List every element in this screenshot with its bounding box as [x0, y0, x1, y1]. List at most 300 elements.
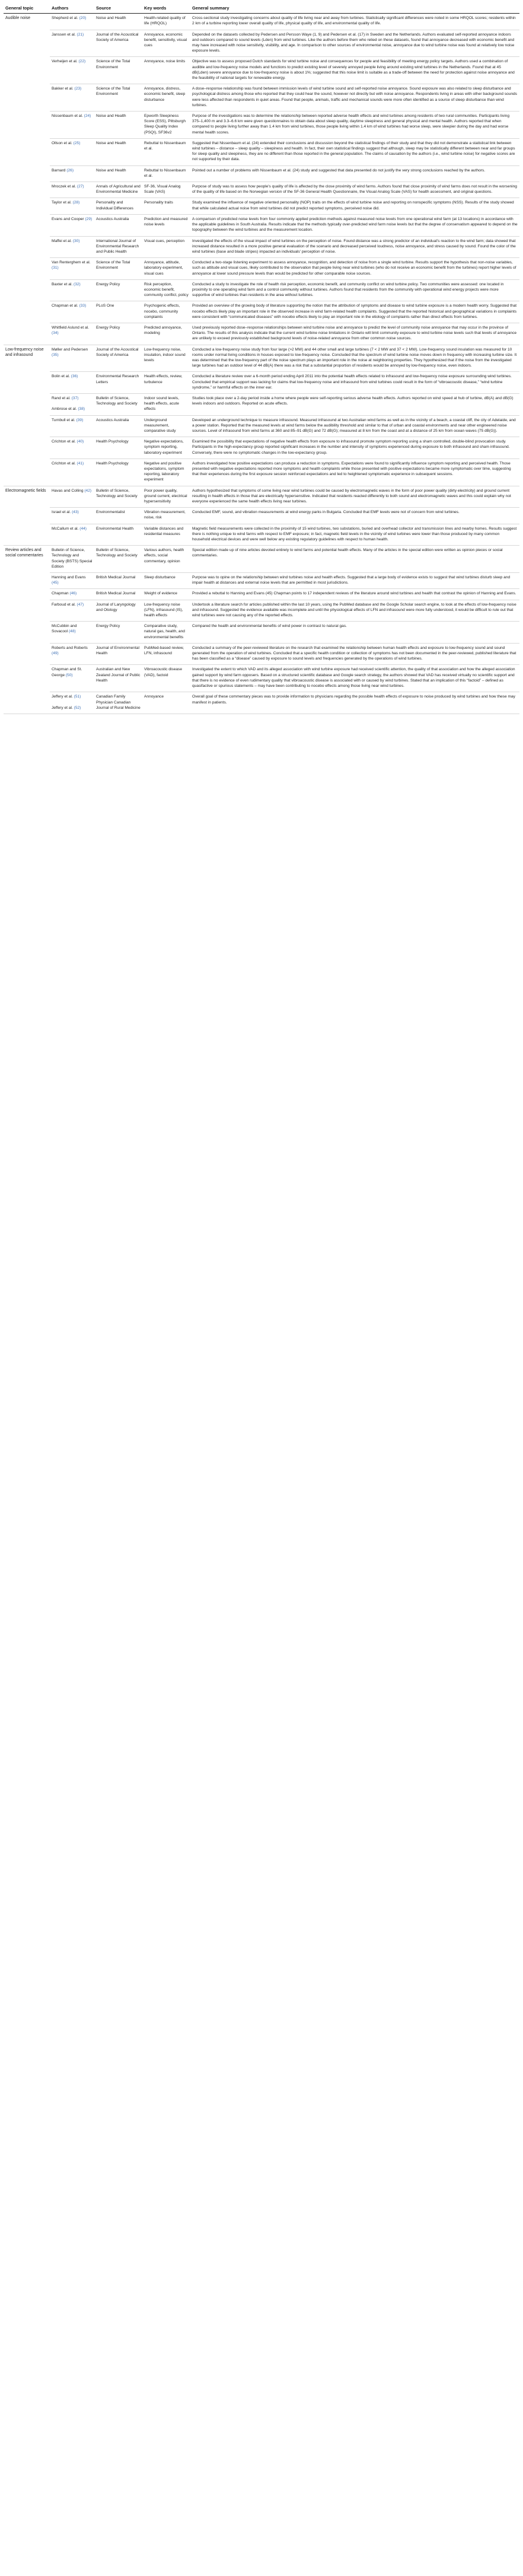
author-name: Mroczek et al. — [52, 184, 76, 189]
authors-cell — [50, 458, 94, 486]
general-topic-cell — [4, 198, 50, 214]
general-summary-cell: Conducted a two-stage listening experiment to assess annoyance, recognition, and detection of noise from a single wind turbine. Results support the hypothesis that non-noise variables, such as attitude and visual cues, likely contributed to the observation that people living near wind turbines (who do not receive an economic benefit from the turbines) report higher levels of annoyance at lower sound pressure levels than would be predicted for other comparable noise sources. — [190, 258, 519, 280]
general-topic-cell — [4, 323, 50, 345]
table-row — [4, 372, 519, 394]
reference-link[interactable]: (26) — [66, 168, 74, 173]
source-cell: Canadian Family Physician Canadian Journal of Rural Medicine — [94, 692, 142, 714]
key-words-cell: Comparative study, natural gas, health, and environmental benefits — [142, 622, 190, 644]
header-key-words: Key words — [142, 2, 190, 14]
author-entry — [52, 216, 93, 222]
reference-link[interactable]: (49) — [52, 651, 59, 656]
source-cell: Energy Policy — [94, 323, 142, 345]
source-cell: Energy Policy — [94, 279, 142, 301]
source-cell: Environmentalist — [94, 508, 142, 524]
general-summary-cell: Suggested that Nissenbaum et al. (24) extended their conclusions and discussion beyond the statistical findings of their study and that they did not demonstrate a statistical link between wind turbines – distance – sleep quality – sleepiness and health. In fact, their own statistical findings suggest that although, sleep may be statistically different between near and far groups for sleep quality and sleepiness, they are no different than those reported in the general population. The claims of causation by the authors (i.e., wind turbine noise) for negative scores are not supported by their data. — [190, 138, 519, 165]
authors-cell — [50, 692, 94, 714]
author-entry — [52, 168, 93, 173]
author-entry — [52, 347, 93, 358]
author-name: Evans and Cooper — [52, 216, 84, 221]
authors-cell — [50, 165, 94, 182]
key-words-cell: Low-frequency noise (LFN), infrasound (IS), health effects — [142, 600, 190, 622]
reference-link[interactable]: (22) — [78, 59, 86, 64]
general-summary-cell: A comparison of predicted noise levels from four commonly applied prediction methods against measured noise levels from one operational wind farm (at 13 locations) in accordance with the applicable guidelines in South Australia. Results indicate that the methods typically over-predicted wind farm noise levels but that the degree of conservatism appeared to depend on the topography between the wind turbines and the measurement location. — [190, 214, 519, 236]
author-entry — [52, 303, 93, 308]
author-name: Taylor et al. — [52, 200, 72, 205]
authors-cell — [50, 84, 94, 112]
general-summary-cell: Pointed out a number of problems with Nissenbaum et al. (24) study and suggested that data presented do not justify the very strong conclusions reached by the authors. — [190, 165, 519, 182]
general-summary-cell: Conducted a summary of the peer-reviewed literature on the research that examined the relationship between human health effects and exposure to low-frequency sound and sound generated from the operation of wind turbines. Concluded that a specific health condition or collection of symptoms has not been documented in the peer-reviewed, published literature that has been classified as a “disease” caused by exposure to sound levels and frequencies generated by the operations of wind turbines. — [190, 643, 519, 665]
general-topic-cell — [4, 258, 50, 280]
authors-cell — [50, 665, 94, 692]
author-name: Havas and Colling — [52, 488, 84, 493]
author-name: Van Renterghem et al. — [52, 260, 91, 265]
general-summary-cell: Compared the health and environmental benefits of wind power in contrast to natural gas. — [190, 622, 519, 644]
reference-link[interactable]: (32) — [74, 282, 81, 286]
general-summary-cell: Cross-sectional study investigating concerns about quality of life living near and away from turbines. Statistically significant differences were noted in some HRQOL scores; residents within 2 km of a turbine reporting lower overall quality of life, physical quality of life, and environmental quality of life. — [190, 14, 519, 30]
source-cell: Acoustics Australia — [94, 415, 142, 437]
author-name: McCubbin and Sovacool — [52, 624, 77, 634]
authors-cell — [50, 198, 94, 214]
key-words-cell: Health-related quality of life (HRQOL) — [142, 14, 190, 30]
source-cell: PLoS One — [94, 301, 142, 323]
general-topic-cell — [4, 600, 50, 622]
reference-link[interactable]: (39) — [76, 418, 84, 422]
general-topic-cell — [4, 573, 50, 589]
general-topic-cell — [4, 508, 50, 524]
table-row — [4, 589, 519, 600]
key-words-cell: Epworth Sleepiness Score (ESS), Pittsburgh Sleep Quality Index (PSQI), SF36v2 — [142, 112, 190, 139]
authors-cell — [50, 600, 94, 622]
source-cell: Bulletin of Science, Technology and Society — [94, 546, 142, 573]
key-words-cell: Risk perception, economic benefit, community conflict, policy — [142, 279, 190, 301]
table-row — [4, 546, 519, 573]
key-words-cell: Underground measurement, comparative study — [142, 415, 190, 437]
general-topic-cell — [4, 112, 50, 139]
source-cell: Journal of Laryngology and Otology — [94, 600, 142, 622]
general-summary-cell: Special edition made up of nine articles devoted entirely to wind farms and potential health effects. Many of the articles in the special edition were written as opinion pieces or social commentaries. — [190, 546, 519, 573]
author-entry — [52, 325, 93, 336]
source-cell: Environmental Health — [94, 524, 142, 546]
general-topic-cell — [4, 393, 50, 415]
author-entry — [52, 602, 93, 607]
reference-link[interactable]: (20) — [79, 16, 87, 21]
table-row — [4, 665, 519, 692]
general-summary-cell: Purpose of study was to assess how people's quality of life is affected by the close proximity of wind farms. Authors found that close proximity of wind farms does not result in the worsening of the quality of life based on the Norwegian version of the SF-36 General Health Questionnaire, the Visual Analog Scale (VAS) for health assessment, and original questions. — [190, 182, 519, 198]
general-topic-cell — [4, 57, 50, 84]
table-body — [4, 14, 519, 714]
general-summary-cell: Authors investigated how positive expectations can produce a reduction in symptoms. Expectations were found to significantly influence symptom reporting and perceived health. Those presented with negative expectations reported more symptoms and health complaints while those presented with positive expectations became more symptomatic over time, suggesting that their experiences during the first exposure session reinforced expectations and led to heightened symptomatic experience in subsequent sessions. — [190, 458, 519, 486]
authors-cell — [50, 524, 94, 546]
table-row — [4, 214, 519, 236]
reference-link[interactable]: (38) — [78, 407, 85, 412]
general-topic-label: Review articles and social commentaries — [5, 548, 43, 558]
general-topic-cell — [4, 214, 50, 236]
general-summary-cell: Undertook a literature search for articles published within the last 10 years, using the PubMed database and the Google Scholar search engine, to look at the effects of low-frequency noise and infrasound. Suggested the evidence available was incomplete and until the physiological effects of LFN and infrasound were more fully understood, it would be difficult to rule out that wind turbines were not causing any of the reported effects. — [190, 600, 519, 622]
reference-link[interactable]: (42) — [84, 488, 92, 493]
author-name: Bolin et al. — [52, 374, 70, 379]
authors-cell — [50, 589, 94, 600]
author-entry — [52, 396, 93, 401]
reference-link[interactable]: (52) — [74, 705, 81, 710]
source-cell: Noise and Health — [94, 165, 142, 182]
authors-cell — [50, 138, 94, 165]
source-cell: Noise and Health — [94, 138, 142, 165]
author-entry — [52, 406, 93, 412]
key-words-cell: SF-36, Visual Analog Scale (VAS) — [142, 182, 190, 198]
author-name: Ollson et al. — [52, 141, 72, 145]
reference-link[interactable]: (51) — [74, 695, 81, 699]
reference-link[interactable]: (33) — [79, 304, 87, 308]
author-entry — [52, 59, 93, 64]
author-name: Jeffery et al. — [52, 705, 73, 710]
general-topic-cell — [4, 279, 50, 301]
key-words-cell: Predicted annoyance, modeling — [142, 323, 190, 345]
general-topic-cell — [4, 524, 50, 546]
key-words-cell: Annoyance, economic benefit, sensitivity, visual cues — [142, 30, 190, 57]
author-name: Janssen et al. — [52, 32, 76, 37]
general-summary-cell: Magnetic field measurements were collected in the proximity of 15 wind turbines, two substations, buried and overhead collector and transmission lines and nearby homes. Results suggest there is nothing unique to wind farms with respect to EMF exposure; in fact, magnetic field levels in the vicinity of wind turbines were lower than those produced by many common household electrical devices and were well below any existing regulatory guidelines with respect to human health. — [190, 524, 519, 546]
header-source: Source — [94, 2, 142, 14]
table-row — [4, 508, 519, 524]
authors-cell — [50, 415, 94, 437]
general-summary-cell: Provided an overview of the growing body of literature supporting the notion that the attribution of symptoms and disease to wind turbine exposure is a modern health worry. Suggested that nocebo effects likely play an important role in the observed increase in wind farm-related health complaints. Suggested that the reported historical and geographical variations in complaints were consistent with “communicated diseases” with nocebo effects likely to play an important role in the etiology of complaints rather than direct effects from turbines. — [190, 301, 519, 323]
general-topic-label: Audible noise — [5, 16, 31, 21]
key-words-cell: Weight of evidence — [142, 589, 190, 600]
author-entry — [52, 623, 93, 634]
author-name: Farboud et al. — [52, 602, 76, 607]
general-summary-cell: Overall goal of these commentary pieces was to provide information to physicians regarding the possible health effects of exposure to noise produced by wind turbines and how these may manifest in patients. — [190, 692, 519, 714]
author-entry — [52, 282, 93, 287]
general-topic-cell — [4, 589, 50, 600]
key-words-cell: Prediction and measured noise levels — [142, 214, 190, 236]
source-cell: Science of the Total Environment — [94, 84, 142, 112]
author-name: Barnard — [52, 168, 66, 173]
author-name: Møller and Pedersen — [52, 347, 88, 352]
author-entry — [52, 547, 93, 569]
general-topic-cell — [4, 643, 50, 665]
author-name: Jeffery et al. — [52, 695, 73, 699]
key-words-cell: Negative and positive expectations, symptom reporting, laboratory experiment — [142, 458, 190, 486]
author-name: Rand et al. — [52, 396, 71, 400]
author-name: Chapman — [52, 591, 69, 596]
table-row — [4, 236, 519, 258]
general-topic-label: Electromagnetic fields — [5, 488, 46, 493]
source-cell: Science of the Total Environment — [94, 57, 142, 84]
source-cell: International Journal of Environmental Research and Public Health — [94, 236, 142, 258]
source-cell: Journal of Environmental Health — [94, 643, 142, 665]
source-cell: British Medical Journal — [94, 573, 142, 589]
source-cell: Bulletin of Science, Technology and Society — [94, 393, 142, 415]
general-summary-cell: Conducted a literature review over a 6-month period ending April 2011 into the potential health effects related to infrasound and low-frequency noise exposure surrounding wind turbines. Concluded that empirical support was lacking for claims that low-frequency noise and infrasound from wind turbines could result in the form of “vibroacoustic disease,” “wind turbine syndrome,” or harmful effects on the inner ear. — [190, 372, 519, 394]
general-topic-label: Low-frequency noise and infrasound — [5, 347, 44, 357]
key-words-cell: Annoyance, attitude, laboratory experiment, visual cues — [142, 258, 190, 280]
author-name: Maffei et al. — [52, 238, 72, 243]
authors-cell — [50, 323, 94, 345]
key-words-cell: Annoyance — [142, 692, 190, 714]
table-row — [4, 486, 519, 508]
authors-cell — [50, 643, 94, 665]
table-row — [4, 112, 519, 139]
general-summary-cell: Authors hypothesized that symptoms of some living near wind turbines could be caused by electromagnetic waves in the form of poor power quality (dirty electricity) and ground current resulting in health effects in those that are electrically hypersensitive. Indicated that residents reacted differently to both sound and electromagnetic waves and this could explain why not everyone experienced the same health effects living near turbines. — [190, 486, 519, 508]
author-name: Whitfield Aslund et al. — [52, 325, 90, 330]
reference-link[interactable]: (21) — [76, 32, 84, 37]
table-row — [4, 692, 519, 714]
key-words-cell: Psychogenic effects, nocebo, community complaints — [142, 301, 190, 323]
author-name: Israel et al. — [52, 510, 71, 515]
authors-cell — [50, 372, 94, 394]
reference-link[interactable]: (23) — [74, 87, 82, 91]
table-row — [4, 524, 519, 546]
author-entry — [52, 526, 93, 531]
author-name: Turnbull et al. — [52, 418, 75, 422]
general-topic-cell — [4, 84, 50, 112]
general-summary-cell: Examined the possibility that expectations of negative health effects from exposure to infrasound promote symptom reporting using a sham controlled, double-blind provocation study. Participants in the high-expectancy group reported significant increases in the number and intensity of symptoms experienced during exposure to both infrasound and sham infrasound. Conversely, there were no symptomatic changes in the low-expectancy group. — [190, 437, 519, 459]
general-topic-cell — [4, 622, 50, 644]
source-cell: Environmental Research Letters — [94, 372, 142, 394]
key-words-cell: Sleep disturbance — [142, 573, 190, 589]
general-topic-cell — [4, 437, 50, 459]
key-words-cell: Vibration measurement, noise, risk — [142, 508, 190, 524]
author-entry — [52, 418, 93, 423]
general-summary-cell: Conducted a low-frequency noise study from four large (>2 MW) and 44 other small and large turbines (7 < 2 MW and 37 < 2 MW). Low-frequency sound insulation was measured for 10 rooms under normal living conditions in houses exposed to low-frequency noise. Concluded that the spectrum of wind turbine noise moves down in frequency with increasing turbine size. It was determined that the low-frequency part of the noise spectrum plays an important role in the noise at neighboring properties. They hypothesized that if the noise from the investigated large turbines had an outdoor level of 44 dB(A) there was a risk that a substantial proportion of residents would be annoyed by low-frequency noise, even indoors. — [190, 345, 519, 372]
author-name: McCallum et al. — [52, 526, 79, 531]
reference-link[interactable]: (24) — [84, 114, 91, 119]
general-summary-cell: Provided a rebuttal to Hanning and Evans (45) Chapman points to 17 independent reviews of the literature around wind turbines and health that contrast the opinion of Hanning and Evans. — [190, 589, 519, 600]
general-summary-cell: Studies took place over a 2-day period inside a home where people were self-reporting serious adverse health effects. Authors reported on wind speed at hub of turbine, dB(A) and dB(G) levels indoors and outdoors. Reported on acute effects. — [190, 393, 519, 415]
reference-link[interactable]: (50) — [65, 673, 73, 677]
reference-link[interactable]: (28) — [72, 200, 80, 205]
author-entry — [52, 591, 93, 596]
table-row — [4, 458, 519, 486]
authors-cell — [50, 622, 94, 644]
general-topic-cell — [4, 372, 50, 394]
table-row — [4, 600, 519, 622]
reference-link[interactable]: (43) — [72, 510, 79, 515]
author-name: Bulletin of Science, Technology and Society (BSTS) Special Edition — [52, 548, 93, 569]
source-cell: Energy Policy — [94, 622, 142, 644]
author-name: Crichton et al. — [52, 440, 76, 444]
author-entry — [52, 200, 93, 205]
author-name: Hanning and Evans — [52, 575, 86, 580]
table-row — [4, 138, 519, 165]
author-entry — [52, 184, 93, 189]
general-summary-cell: Investigated the effects of the visual impact of wind turbines on the perception of noise. Found distance was a strong predictor of an individual's reaction to the wind farm; data showed that increased distance resulted in a more positive general evaluation of the scenario and decreased perceived loudness, noise annoyance, and stress caused by sound. Found the color of the wind turbines (base and blade stripes) impacted an individuals' perception of noise. — [190, 236, 519, 258]
authors-cell — [50, 486, 94, 508]
key-words-cell: Indoor sound levels, health effects, acute effects — [142, 393, 190, 415]
table-row — [4, 643, 519, 665]
header-general-summary: General summary — [190, 2, 519, 14]
author-name: Crichton et al. — [52, 461, 76, 466]
reference-link[interactable]: (46) — [69, 591, 77, 596]
key-words-cell: PubMed-based review, LFN, infrasound — [142, 643, 190, 665]
author-entry — [52, 694, 93, 699]
authors-cell — [50, 345, 94, 372]
general-summary-cell: Developed an underground technique to measure infrasound. Measured infrasound at two Australian wind farms as well as in the vicinity of a beach, a coastal cliff, the city of Adelaide, and a power station. Reported that the measured levels at wind farms below the audibility threshold and similar to that of urban and coastal environments and near other engineered noise sources. Level of infrasound from wind farms at 360 and 85–91 dB(G) and 72 dB(G); measured at 8 km from the coast and at a distance of 25 km from ocean waves (75 dB(G)). — [190, 415, 519, 437]
reference-link[interactable]: (40) — [76, 440, 84, 444]
table-row — [4, 393, 519, 415]
source-cell: Health Psychology — [94, 458, 142, 486]
table-row — [4, 258, 519, 280]
general-topic-cell — [4, 692, 50, 714]
general-topic-cell — [4, 415, 50, 437]
author-name: Shepherd et al. — [52, 16, 78, 21]
general-topic-cell — [4, 138, 50, 165]
key-words-cell: Visual cues, perception — [142, 236, 190, 258]
author-entry — [52, 439, 93, 444]
table-row — [4, 573, 519, 589]
authors-cell — [50, 57, 94, 84]
reference-link[interactable]: (35) — [52, 352, 59, 357]
general-topic-cell — [4, 486, 50, 508]
authors-cell — [50, 182, 94, 198]
author-entry — [52, 510, 93, 515]
reference-link[interactable]: (44) — [79, 526, 87, 531]
reference-link[interactable]: (45) — [52, 581, 59, 585]
author-entry — [52, 260, 93, 270]
general-summary-cell: Depended on the datasets collected by Pedersen and Persson Waye (1, 9) and Pedersen et al. (17) in Sweden and the Netherlands. Authors evaluated self-reported annoyance indoors and outdoors compared to sound levels (Lden) from wind turbines. Like the authors before them who relied on these datasets, found that annoyance decreased with economic benefit and may have increased with noise sensitivity, visibility, and age. In comparison to other sources of environmental noise, annoyance due to wind turbine noise was found at relatively low noise exposure levels. — [190, 30, 519, 57]
key-words-cell: Annoyance, distress, economic benefit, sleep disturbance — [142, 84, 190, 112]
key-words-cell: Low-frequency noise, insulation, indoor sound levels — [142, 345, 190, 372]
table-row — [4, 437, 519, 459]
reference-link[interactable]: (31) — [52, 266, 59, 270]
key-words-cell: Negative expectations, symptom reporting, laboratory experiment — [142, 437, 190, 459]
header-general-topic: General topic — [4, 2, 50, 14]
key-words-cell: Poor power quality, ground current, electrical hypersensitivity — [142, 486, 190, 508]
table-row — [4, 279, 519, 301]
table-row — [4, 622, 519, 644]
author-name: Chapman et al. — [52, 304, 78, 308]
authors-cell — [50, 30, 94, 57]
authors-cell — [50, 279, 94, 301]
author-entry — [52, 667, 93, 677]
general-summary-cell: Objective was to assess proposed Dutch standards for wind turbine noise and consequences for people and feasibility of meeting energy policy targets. Authors used a combination of audible and low-frequency noise models and functions to predict existing level of severely annoyed people living around existing wind turbines in the Netherlands. Found that at 45 dB(Lden) severe annoyance due to low-frequency noise is about 1%; suggested that this noise limit is suitable as a trade-off between the need for protection against noise annoyance and the feasibility of national targets for renewable energy. — [190, 57, 519, 84]
author-name: Bakker et al. — [52, 87, 74, 91]
author-name: Ambrose et al. — [52, 407, 77, 412]
reference-link[interactable]: (30) — [72, 238, 80, 243]
general-summary-cell: Purpose of the investigations was to determine the relationship between reported adverse health effects and wind turbines among residents of two rural communities. Participants living 375–1,400 m and 3.3–6.6 km were given questionnaires to obtain data about sleep quality, daytime sleepiness and general physical and mental health. Authors reported that when compared to people living further away than 1.4 km from wind turbines, those people living within 1.4 km of wind turbines had worse sleep, were sleepier during the day and had worse mental health scores. — [190, 112, 519, 139]
reference-link[interactable]: (29) — [85, 216, 93, 221]
general-summary-cell: Study examined the influence of negative oriented personality (NOP) traits on the effects of wind turbine noise and reporting on nonspecific symptoms (NSS). Results of the study showed that while calculated actual noise from wind turbines did not predict reported symptoms, perceived noise did. — [190, 198, 519, 214]
authors-cell — [50, 14, 94, 30]
source-cell: Annals of Agricultural and Environmental Medicine — [94, 182, 142, 198]
source-cell: Health Psychology — [94, 437, 142, 459]
authors-cell — [50, 112, 94, 139]
author-entry — [52, 15, 93, 21]
document-page — [0, 0, 523, 718]
general-topic-cell — [4, 665, 50, 692]
reference-link[interactable]: (48) — [68, 629, 76, 634]
source-cell: Journal of the Acoustical Society of America — [94, 345, 142, 372]
source-cell: Personality and Individual Differences — [94, 198, 142, 214]
general-summary-cell: Conducted EMF, sound, and vibration measurements at wind energy parks in Bulgaria. Concluded that EMF levels were not of concern from wind turbines. — [190, 508, 519, 524]
source-cell: Noise and Health — [94, 112, 142, 139]
general-topic-cell — [4, 14, 50, 30]
authors-cell — [50, 573, 94, 589]
general-topic-cell — [4, 236, 50, 258]
general-summary-cell: Conducted a study to investigate the role of health risk perception, economic benefit, and community conflict on wind turbine policy. Two communities were assessed: one located in proximity to one operating wind farm and a control community without turbines. Authors found that residents from the community with operational wind energy projects were more supportive of wind turbines than residents in the area without turbines. — [190, 279, 519, 301]
reference-link[interactable]: (37) — [71, 396, 79, 400]
general-summary-cell: Investigated the extent to which VAD and its alleged association with wind turbine exposure had received scientific attention, the quality of that association and how the alleged association gained support by wind farm opposers. Based on a structured scientific database and Google search strategy, the authors showed that VAD has received virtually no scientific support and that there is no evidence of even rudimentary quality that vibroacoustic disease is associated with or caused by wind turbines. Stated that an implication of this “factoid” – defined as quasifactive or spurious statements – may have been contributing to nocebo effects among those living near wind turbines. — [190, 665, 519, 692]
key-words-cell: Vibroacoustic disease (VAD), factoid — [142, 665, 190, 692]
author-entry — [52, 705, 93, 711]
reference-link[interactable]: (41) — [76, 461, 84, 466]
key-words-cell: Personality traits — [142, 198, 190, 214]
author-entry — [52, 32, 93, 37]
general-summary-cell: Used previously reported dose–response relationships between wind turbine noise and annoyance to predict the level of community noise annoyance that may occur in the province of Ontario. The results of this analysis indicate that the current wind turbine noise limitations in Ontario will limit community exposure to wind turbine noise levels such that levels of annoyance are unlikely to exceed previously established background levels of noise-related annoyance from other common noise sources. — [190, 323, 519, 345]
author-entry — [52, 238, 93, 244]
table-row — [4, 323, 519, 345]
general-summary-cell: Purpose was to opine on the relationship between wind turbines noise and health effects. Suggested that a large body of evidence exists to suggest that wind turbines disturb sleep and impair health at distances and external noise levels that are permitted in most jurisdictions. — [190, 573, 519, 589]
table-row — [4, 14, 519, 30]
author-entry — [52, 113, 93, 119]
general-topic-cell — [4, 345, 50, 372]
table-row — [4, 198, 519, 214]
source-cell: Acoustics Australia — [94, 214, 142, 236]
literature-summary-table — [4, 2, 519, 714]
author-name: Nissenbaum et al. — [52, 114, 83, 119]
source-cell: Bulletin of Science, Technology and Society — [94, 486, 142, 508]
authors-cell — [50, 258, 94, 280]
source-cell: British Medical Journal — [94, 589, 142, 600]
table-row — [4, 30, 519, 57]
reference-link[interactable]: (47) — [76, 602, 84, 607]
author-name: Roberts and Roberts — [52, 645, 88, 650]
table-row — [4, 57, 519, 84]
author-entry — [52, 86, 93, 91]
key-words-cell: Rebuttal to Nissenbaum et al. — [142, 165, 190, 182]
table-row — [4, 345, 519, 372]
author-entry — [52, 645, 93, 656]
key-words-cell: Various authors, health effects, social commentary, opinion — [142, 546, 190, 573]
general-topic-cell — [4, 182, 50, 198]
general-topic-cell — [4, 30, 50, 57]
general-topic-cell — [4, 458, 50, 486]
author-entry — [52, 141, 93, 146]
author-entry — [52, 461, 93, 466]
reference-link[interactable]: (34) — [52, 331, 59, 336]
authors-cell — [50, 508, 94, 524]
general-topic-cell — [4, 546, 50, 573]
author-entry — [52, 575, 93, 585]
author-name: Baxter et al. — [52, 282, 73, 286]
reference-link[interactable]: (27) — [76, 184, 84, 189]
authors-cell — [50, 301, 94, 323]
authors-cell — [50, 236, 94, 258]
author-entry — [52, 374, 93, 379]
key-words-cell: Annoyance, noise limits — [142, 57, 190, 84]
table-row — [4, 415, 519, 437]
source-cell: Noise and Health — [94, 14, 142, 30]
author-name: Chapman and St. George — [52, 667, 82, 677]
author-entry — [52, 488, 93, 493]
header-authors: Authors — [50, 2, 94, 14]
key-words-cell: Rebuttal to Nissenbaum et al. — [142, 138, 190, 165]
reference-link[interactable]: (36) — [71, 374, 78, 379]
authors-cell — [50, 393, 94, 415]
key-words-cell: Variable distances and residential measures — [142, 524, 190, 546]
table-row — [4, 301, 519, 323]
table-row — [4, 84, 519, 112]
general-topic-cell — [4, 165, 50, 182]
authors-cell — [50, 214, 94, 236]
reference-link[interactable]: (25) — [73, 141, 81, 145]
source-cell: Australian and New Zealand Journal of Public Health — [94, 665, 142, 692]
table-header — [4, 2, 519, 14]
authors-cell — [50, 437, 94, 459]
general-summary-cell: A dose–response relationship was found between immission levels of wind turbine sound and self-reported noise annoyance. Sound exposure was also related to sleep disturbance and psychological distress among those who reported that they could hear the sound, however not directly but with noise annoyance. Respondents living in areas with other background sounds were less affected than respondents in quiet areas. Found that people, animals, traffic and mechanical sounds were more often identified as a source of sleep disturbance than wind turbines. — [190, 84, 519, 112]
source-cell: Journal of the Acoustical Society of America — [94, 30, 142, 57]
table-row — [4, 165, 519, 182]
